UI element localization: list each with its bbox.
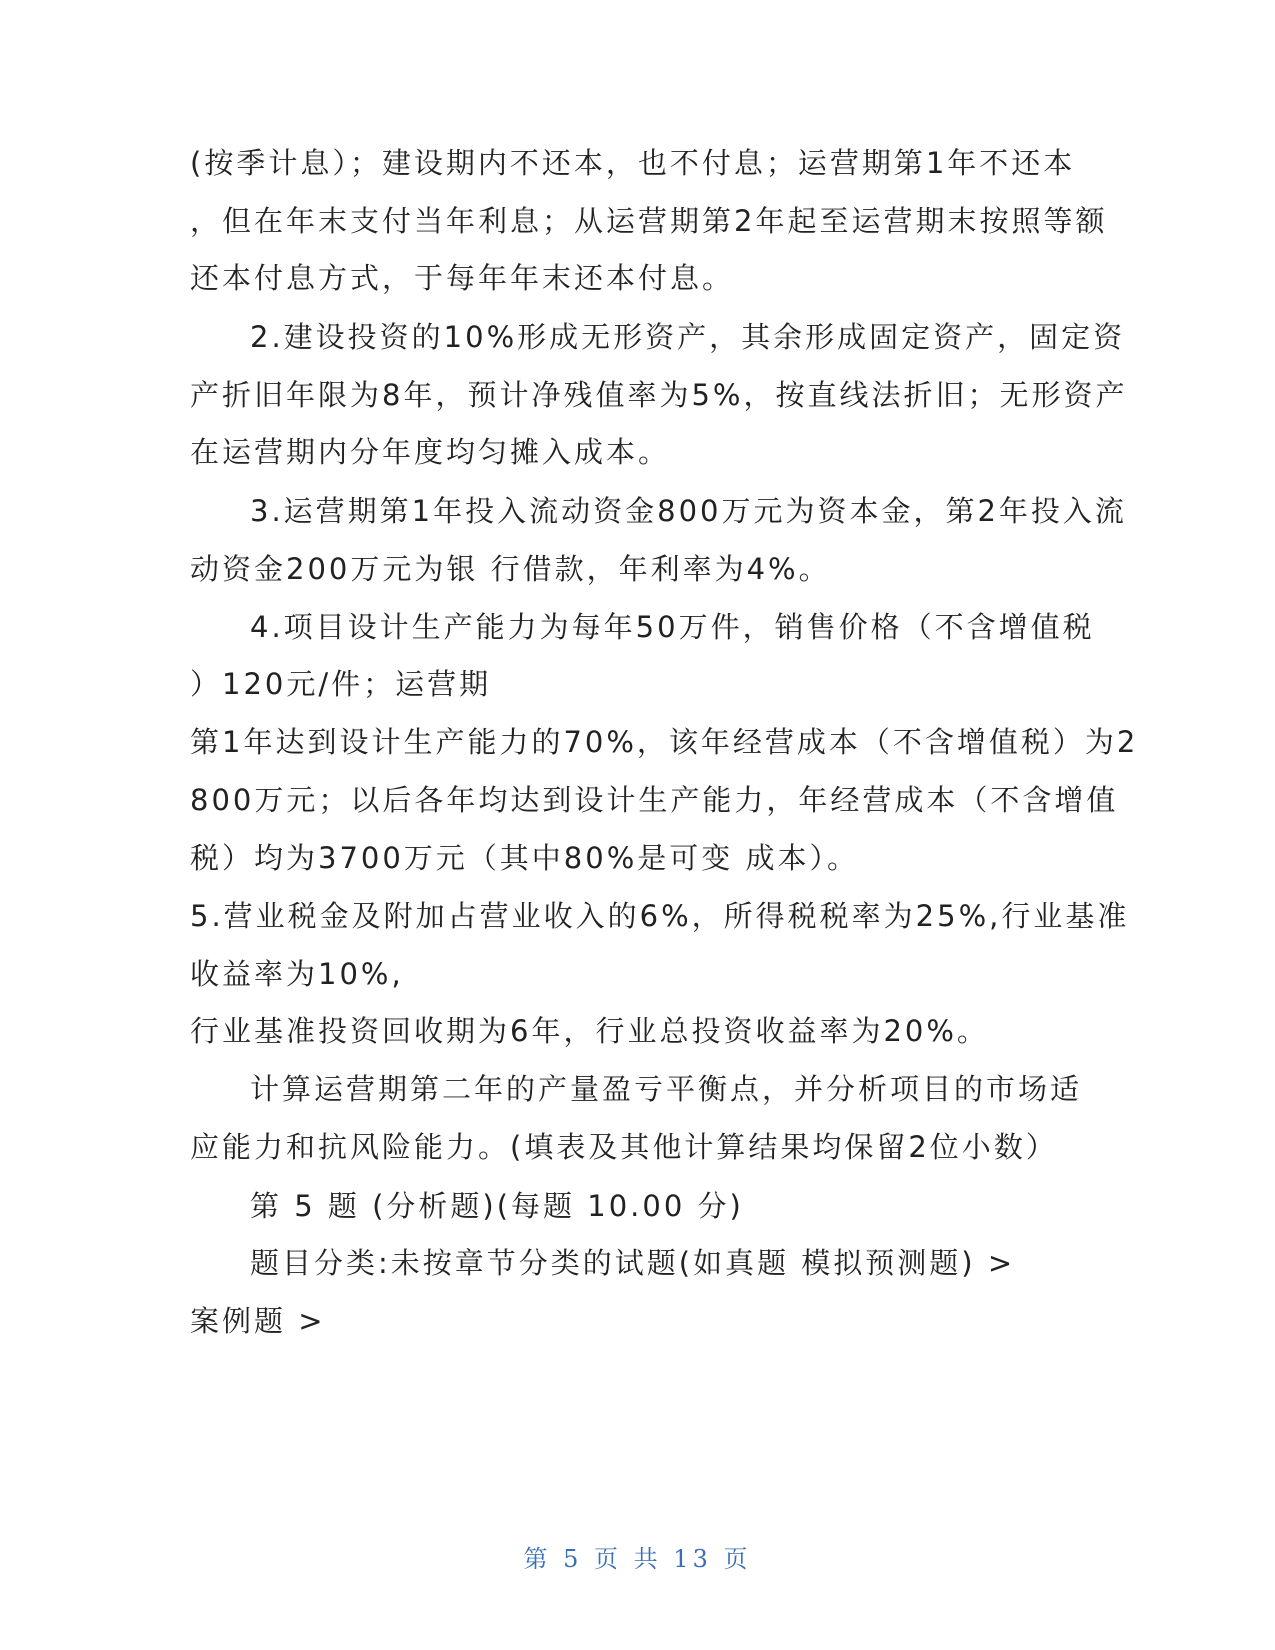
text-line: 4.项目设计生产能力为每年50万件，销售价格（不含增值税	[250, 610, 1095, 644]
text-line: 税）均为3700万元（其中80%是可变 成本）。	[190, 841, 859, 875]
text-line: 动资金200万元为银 行借款，年利率为4%。	[190, 552, 831, 586]
text-line: 2.建设投资的10%形成无形资产，其余形成固定资产，固定资	[250, 320, 1126, 354]
text-line: (按季计息）；建设期内不还本，也不付息；运营期第1年不还本	[190, 146, 1076, 180]
text-line: ）120元/件；运营期	[190, 667, 492, 701]
text-line: 800万元；以后各年均达到设计生产能力，年经营成本（不含增值	[190, 783, 1119, 817]
text-line: 5.营业税金及附加占营业收入的6%，所得税税率为25%,行业基准	[190, 899, 1130, 933]
text-line: 还本付息方式，于每年年末还本付息。	[190, 261, 735, 295]
text-line: ，但在年末支付当年利息；从运营期第2年起至运营期末按照等额	[190, 204, 1108, 238]
question-category-continued: 案例题 >	[190, 1304, 326, 1338]
text-line: 第1年达到设计生产能力的70%，该年经营成本（不含增值税）为2	[190, 725, 1139, 759]
text-line: 3.运营期第1年投入流动资金800万元为资本金，第2年投入流	[250, 494, 1127, 528]
text-line: 在运营期内分年度均匀摊入成本。	[190, 435, 671, 469]
text-line: 行业基准投资回收期为6年，行业总投资收益率为20%。	[190, 1014, 989, 1048]
text-line: 收益率为10%,	[190, 957, 404, 991]
text-line: 计算运营期第二年的产量盈亏平衡点，并分析项目的市场适	[250, 1072, 1083, 1106]
text-line: 产折旧年限为8年，预计净残值率为5%，按直线法折旧；无形资产	[190, 378, 1128, 412]
question-header: 第 5 题 (分析题)(每题 10.00 分)	[250, 1189, 744, 1223]
text-line: 应能力和抗风险能力。(填表及其他计算结果均保留2位小数）	[190, 1130, 1058, 1164]
page-indicator: 第 5 页 共 13 页	[523, 1545, 752, 1573]
question-category: 题目分类:未按章节分类的试题(如真题 模拟预测题) >	[250, 1246, 1016, 1280]
